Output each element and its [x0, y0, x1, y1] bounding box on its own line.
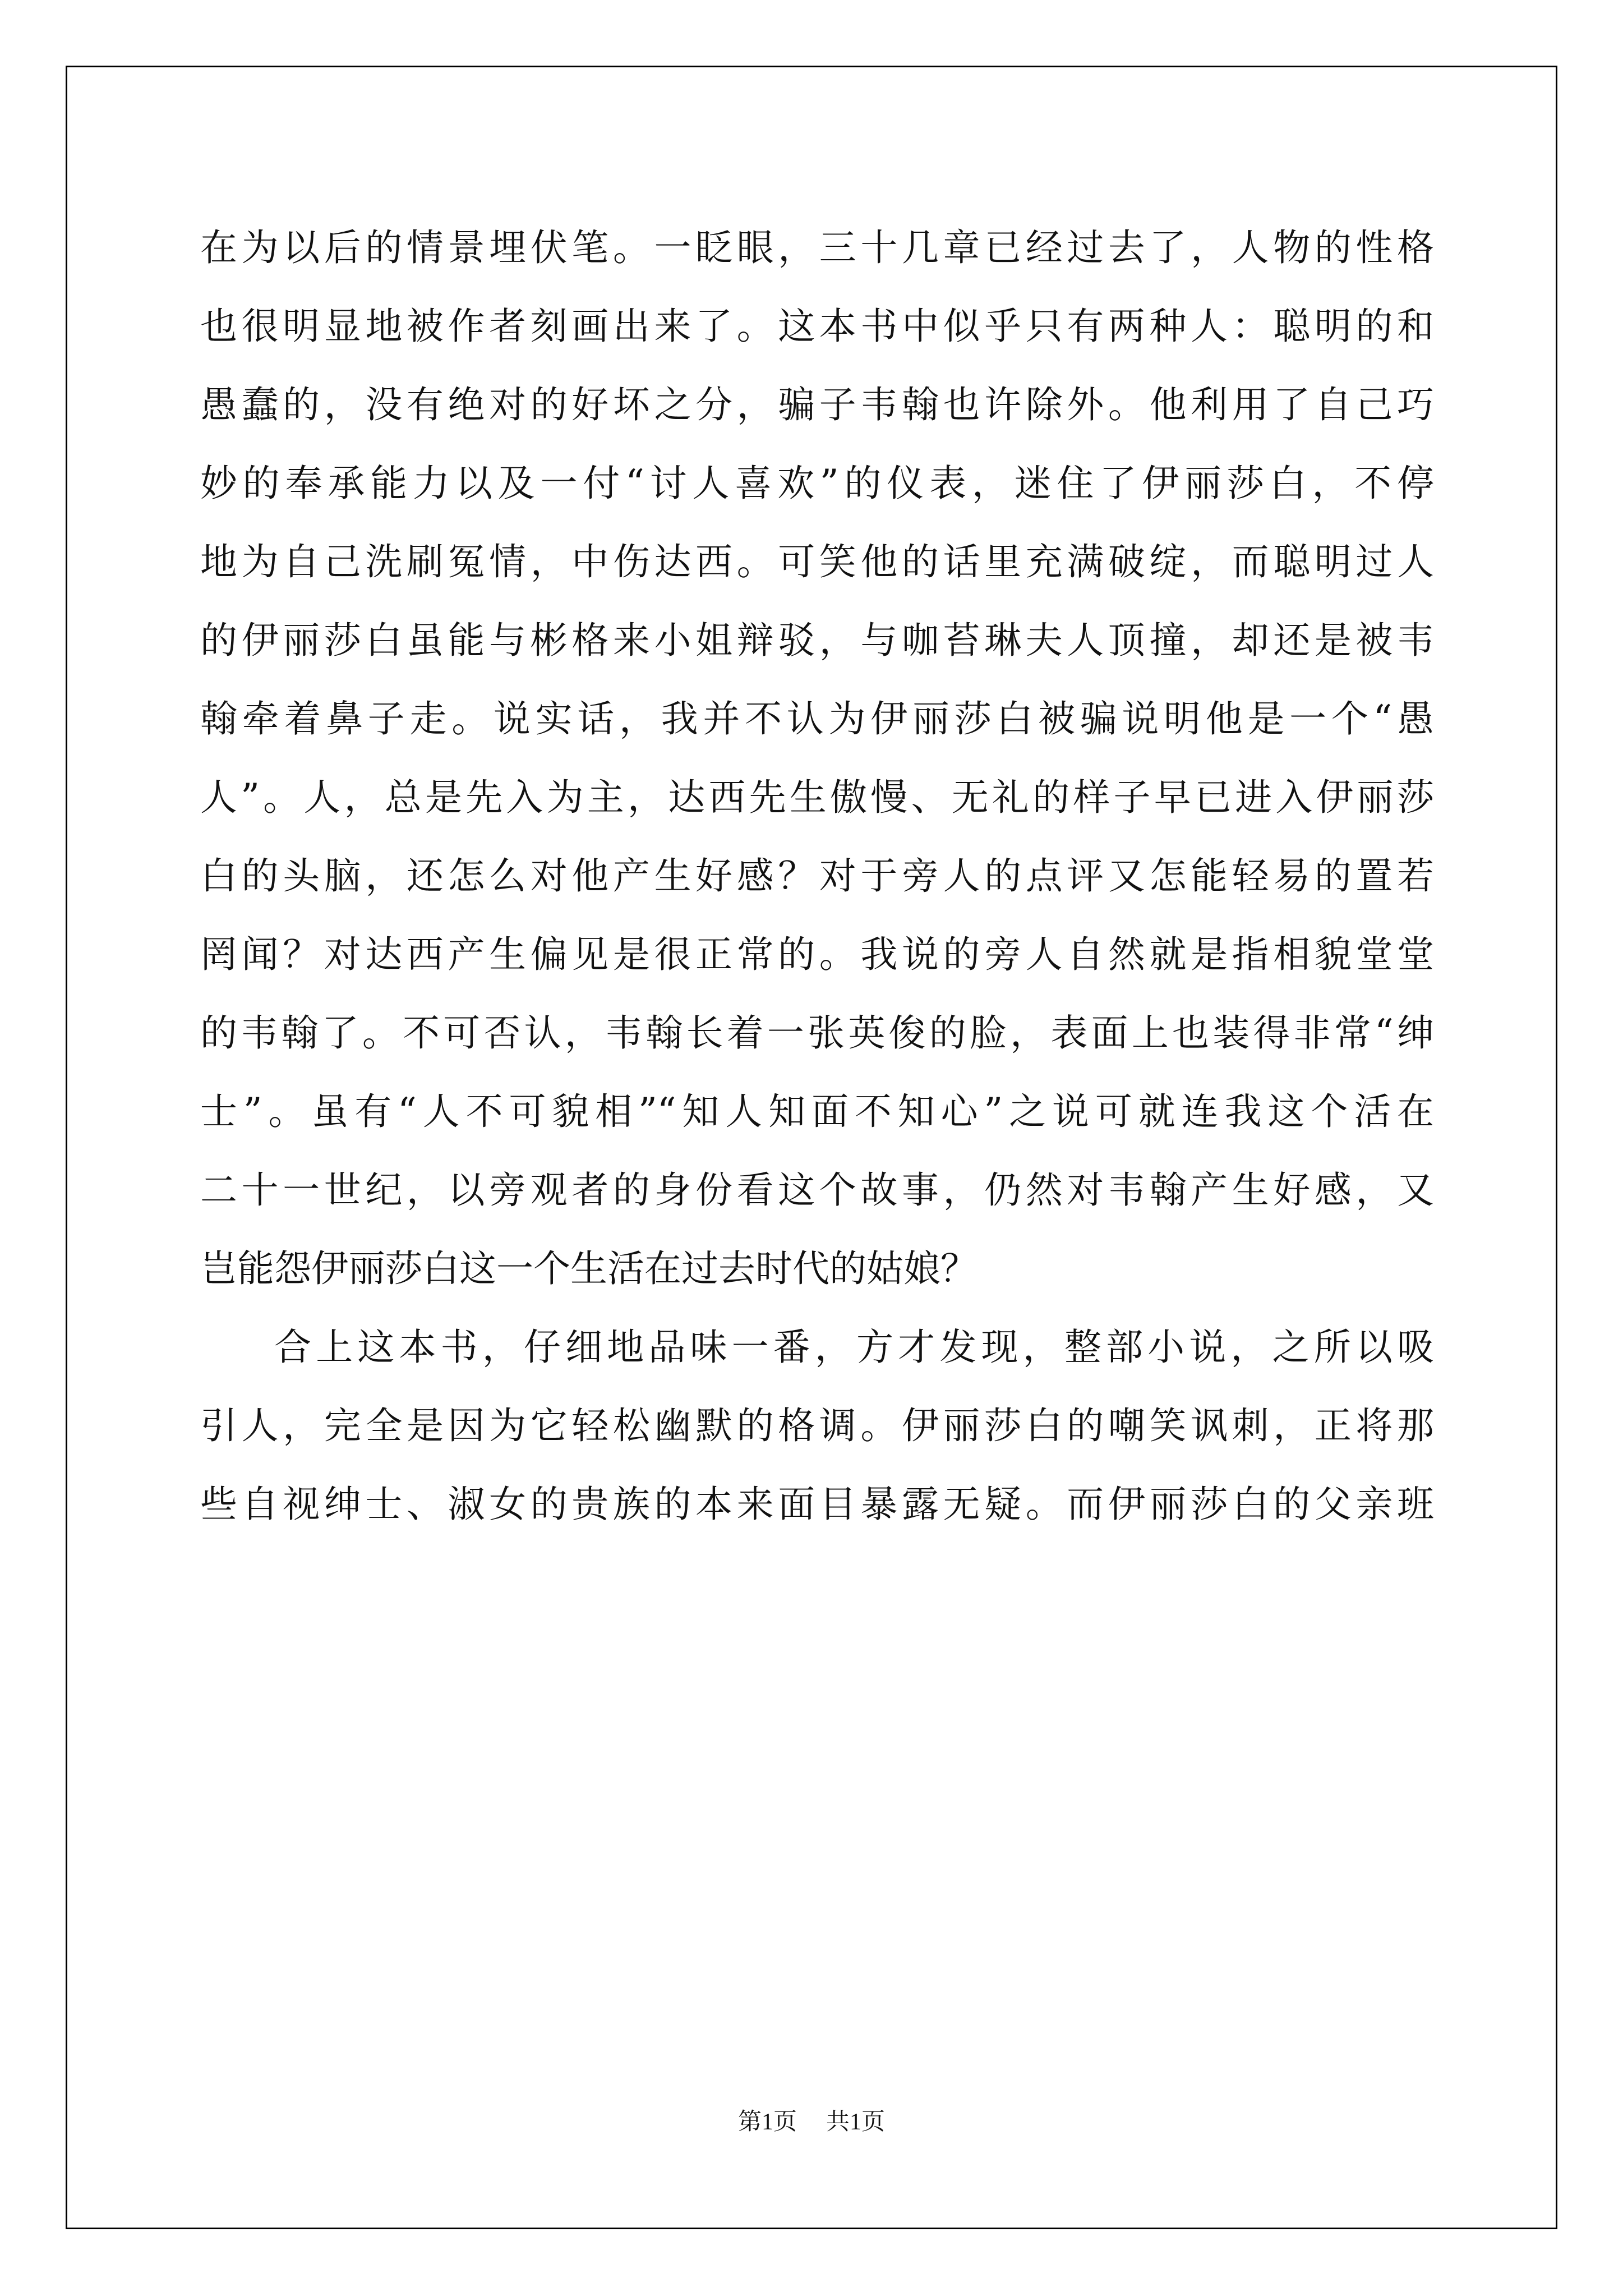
- page-total: 共1页: [826, 2109, 886, 2135]
- page-number: 第1页: [737, 2109, 797, 2135]
- text-line: 的伊丽莎白虽能与彬格来小姐辩驳，与咖苔琳夫人顶撞，却还是被韦: [200, 619, 1434, 662]
- text-line: 合上这本书，仔细地品味一番，方才发现，整部小说，之所以吸: [274, 1326, 1434, 1369]
- document-body: [200, 220, 1434, 1555]
- text-line: 的韦翰了。不可否认，韦翰长着一张英俊的脸，表面上也装得非常“绅: [200, 1011, 1434, 1055]
- text-line: 人”。人，总是先入为主，达西先生傲慢、无礼的样子早已进入伊丽莎: [200, 776, 1434, 819]
- text-line: 引人，完全是因为它轻松幽默的格调。伊丽莎白的嘲笑讽刺，正将那: [200, 1404, 1434, 1447]
- paragraph: [200, 220, 1434, 1319]
- text-line: 地为自己洗刷冤情，中伤达西。可笑他的话里充满破绽，而聪明过人: [200, 540, 1434, 583]
- text-line: 白的头脑，还怎么对他产生好感？对于旁人的点评又怎能轻易的置若: [200, 854, 1434, 898]
- paragraph: [200, 1319, 1434, 1555]
- text-line: 二十一世纪，以旁观者的身份看这个故事，仍然对韦翰产生好感，又: [200, 1168, 1434, 1212]
- text-line: 岂能怨伊丽莎白这一个生活在过去时代的姑娘？: [200, 1247, 978, 1290]
- text-line: 翰牵着鼻子走。说实话，我并不认为伊丽莎白被骗说明他是一个“愚: [200, 697, 1434, 740]
- text-line: 士”。虽有“人不可貌相”“知人知面不知心”之说可就连我这个活在: [200, 1090, 1434, 1133]
- text-line: 罔闻？对达西产生偏见是很正常的。我说的旁人自然就是指相貌堂堂: [200, 933, 1434, 976]
- text-line: 也很明显地被作者刻画出来了。这本书中似乎只有两种人：聪明的和: [200, 305, 1434, 348]
- text-line: 妙的奉承能力以及一付“讨人喜欢”的仪表，迷住了伊丽莎白，不停: [200, 462, 1434, 505]
- text-line: 些自视绅士、淑女的贵族的本来面目暴露无疑。而伊丽莎白的父亲班: [200, 1483, 1434, 1526]
- text-line: 在为以后的情景埋伏笔。一眨眼，三十几章已经过去了，人物的性格: [200, 226, 1434, 269]
- page-footer: [0, 2108, 1623, 2136]
- text-line: 愚蠢的，没有绝对的好坏之分，骗子韦翰也许除外。他利用了自己巧: [200, 383, 1434, 426]
